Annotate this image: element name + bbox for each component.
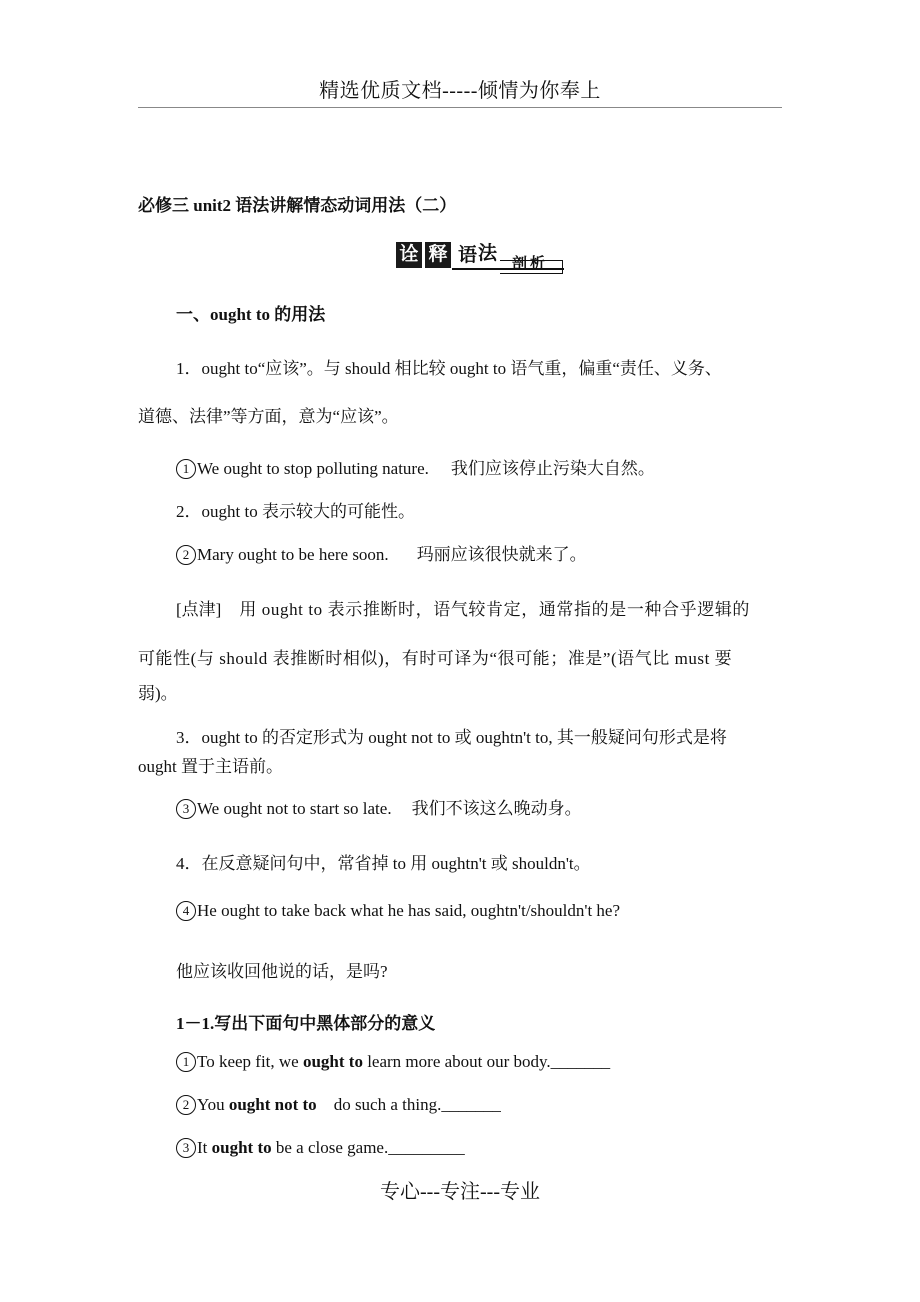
question-post: do such a thing._______	[316, 1095, 501, 1114]
circled-number: 4	[176, 901, 196, 921]
example-en: Mary ought to be here soon.	[197, 545, 389, 564]
item3-line1: 3．ought to 的否定形式为 ought not to 或 oughtn't to, 其一般疑问句形式是将	[176, 728, 727, 747]
note-line3: 弱)。	[138, 684, 178, 703]
item2-text: 2．ought to 表示较大的可能性。	[176, 502, 415, 521]
circled-number: 2	[176, 1095, 196, 1115]
item4-text: 4．在反意疑问句中，常省掉 to 用 oughtn't 或 shouldn't。	[176, 854, 591, 873]
section-banner-logo	[392, 240, 568, 274]
exercise-question-3	[176, 1138, 465, 1158]
example-cn: 我们应该停止污染大自然。	[450, 459, 655, 478]
note-tag: [点津]	[176, 600, 222, 619]
banner-char-2: 释	[425, 242, 451, 268]
banner-char-5: 剖	[512, 256, 528, 272]
example-3	[176, 794, 582, 819]
question-post: learn more about our body._______	[362, 1052, 611, 1071]
example-4-translation: 他应该收回他说的话，是吗?	[176, 962, 388, 981]
example-1	[176, 454, 655, 479]
exercise-question-1	[176, 1052, 610, 1072]
item1-line2: 道德、法律”等方面，意为“应该”。	[138, 407, 399, 426]
exercise-question-2	[176, 1095, 501, 1115]
example-en: We ought not to start so late.	[197, 799, 392, 818]
question-bold: ought to	[211, 1138, 272, 1157]
question-bold: ought not to	[228, 1095, 317, 1114]
banner-char-4: 法	[478, 243, 498, 264]
note-line1	[176, 595, 750, 620]
note-line2: 可能性(与 should 表推断时相似)，有时可译为“很可能；准是”(语气比 must 要	[138, 649, 733, 668]
question-pre: To keep fit, we	[197, 1052, 303, 1071]
example-en: He ought to take back what he has said, oughtn't/shouldn't he?	[197, 901, 621, 920]
example-2	[176, 540, 587, 565]
circled-number: 3	[176, 799, 196, 819]
section-heading: 一、ought to 的用法	[176, 305, 326, 324]
circled-number: 1	[176, 1052, 196, 1072]
question-post: be a close game._________	[271, 1138, 465, 1157]
banner-char-1: 诠	[396, 242, 422, 268]
example-4	[176, 901, 620, 921]
banner-bracket	[500, 260, 563, 274]
header-divider	[138, 107, 782, 108]
note-text: 用 ought to 表示推断时，语气较肯定，通常指的是一种合乎逻辑的	[239, 600, 751, 619]
question-pre: It	[197, 1138, 212, 1157]
circled-number: 2	[176, 545, 196, 565]
page-header-title: 精选优质文档-----倾情为你奉上	[319, 80, 601, 102]
question-pre: You	[197, 1095, 229, 1114]
example-cn: 我们不该这么晚动身。	[411, 799, 582, 818]
page-footer: 专心---专注---专业	[380, 1181, 540, 1203]
item1-line1: 1．ought to“应该”。与 should 相比较 ought to 语气重，偏重“责任、义务、	[176, 359, 722, 378]
banner-char-3: 语	[458, 245, 478, 266]
exercise-heading: 1－1.写出下面句中黑体部分的意义	[176, 1014, 436, 1033]
circled-number: 3	[176, 1138, 196, 1158]
banner-char-6: 析	[530, 256, 546, 272]
document-title: 必修三 unit2 语法讲解情态动词用法（二）	[138, 196, 457, 215]
example-cn: 玛丽应该很快就来了。	[416, 545, 587, 564]
example-en: We ought to stop polluting nature.	[197, 459, 429, 478]
circled-number: 1	[176, 459, 196, 479]
item3-line2: ought 置于主语前。	[138, 757, 283, 776]
question-bold: ought to	[302, 1052, 363, 1071]
